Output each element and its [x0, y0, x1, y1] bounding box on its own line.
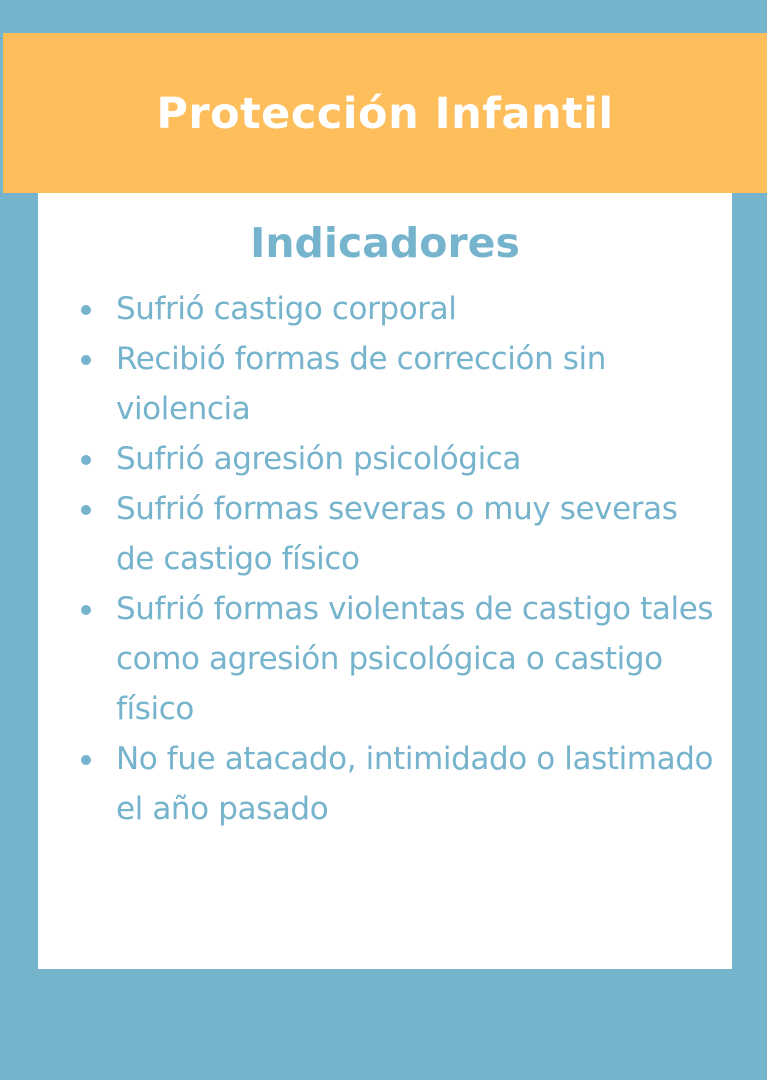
list-item — [116, 734, 716, 834]
list-item — [116, 584, 716, 734]
list-item-text: Sufrió formas violentas de castigo tales como agresión psicológica o castigo físico — [116, 591, 714, 727]
indicator-list — [116, 284, 716, 834]
bullet-icon — [81, 305, 91, 315]
bullet-icon — [81, 605, 91, 615]
list-item-text: Sufrió formas severas o muy severas de castigo físico — [116, 491, 678, 577]
bullet-icon — [81, 455, 91, 465]
bullet-icon — [81, 355, 91, 365]
list-item-text: Sufrió agresión psicológica — [116, 441, 522, 477]
list-item — [116, 284, 716, 334]
list-item-text: Recibió formas de corrección sin violencia — [116, 341, 606, 427]
bullet-icon — [81, 505, 91, 515]
indicators-card — [38, 193, 732, 969]
card-heading: Indicadores — [250, 219, 520, 267]
list-item-text: No fue atacado, intimidado o lastimado el año pasado — [116, 741, 714, 827]
list-item — [116, 484, 716, 584]
list-item-text: Sufrió castigo corporal — [116, 291, 457, 327]
page-title: Protección Infantil — [156, 89, 614, 139]
bullet-icon — [81, 755, 91, 765]
list-item — [116, 434, 716, 484]
title-banner — [3, 33, 767, 193]
list-item — [116, 334, 716, 434]
